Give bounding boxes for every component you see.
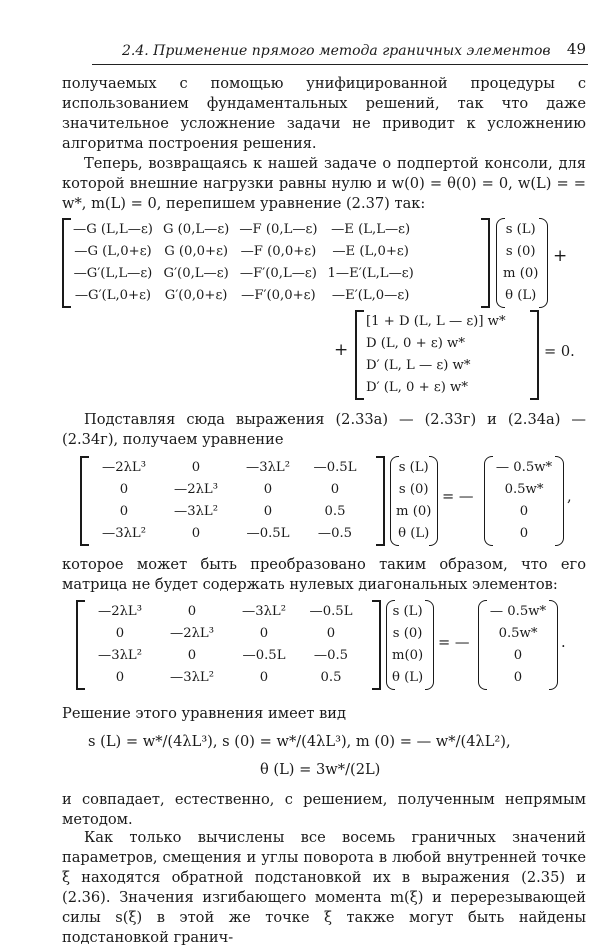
brace-left (484, 456, 493, 546)
cell: 0 (115, 625, 125, 641)
cell: s (0) (392, 625, 423, 641)
eq3-matrix (76, 600, 381, 690)
cell: m (0) (503, 265, 539, 281)
cell: — 0.5w* (489, 603, 547, 619)
cell: —0.5L (313, 459, 357, 475)
cell: 0 (119, 503, 129, 519)
eq2-matrix-table (88, 456, 366, 544)
brace-right (425, 600, 434, 690)
cell: θ (L) (398, 525, 430, 541)
eq2-vector (390, 456, 438, 546)
cell: G′(0,L—ε) (163, 265, 229, 281)
cell: 1—E′(L,L—ε) (327, 265, 414, 281)
cell: 0.5 (324, 503, 346, 519)
cell: —E′(L,0—ε) (331, 287, 410, 303)
cell: 0 (263, 503, 273, 519)
eq1-vector (496, 218, 548, 308)
brace-right (555, 456, 564, 546)
cell: —G′(L,L—ε) (73, 265, 153, 281)
paragraph-1: получаемых с помощью унифицированной процедуры с использованием фундаментальных решений, так что даже значительное усложнение задачи не приводит к усложнению алгоритма построения решения. (62, 75, 586, 152)
cell: G′(0,0+ε) (164, 287, 228, 303)
plus-sign: + (553, 246, 568, 266)
cell: [1 + D (L, L — ε)] w* (366, 313, 506, 329)
eq1-matrix (62, 218, 490, 308)
running-header (92, 40, 588, 65)
cell: 0 (191, 525, 201, 541)
paragraph-7: Как только вычислены все восемь граничных значений параметров, смещения и углы поворота в любой внутренней точке ξ находятся обратной подстановкой их в выражения (2.35) и (2.36). Значения изгибающего момента m(ξ) и перерезывающей силы s(ξ) в этой же точке ξ также могут быть найдены подстановкой гранич- (62, 829, 586, 946)
cell: —E (L,L—ε) (331, 221, 411, 237)
cell: 0 (119, 481, 129, 497)
period: . (561, 634, 566, 651)
cell: —E (L,0+ε) (332, 243, 409, 259)
plus-sign-2: + (334, 340, 349, 360)
brace-left (478, 600, 487, 690)
eq2-rhs-vector (484, 456, 564, 546)
cell: 0.5w* (498, 625, 538, 641)
cell: —3λL² (242, 603, 286, 619)
cell: D′ (L, L — ε) w* (366, 357, 471, 373)
cell: D′ (L, 0 + ε) w* (366, 379, 468, 395)
cell: 0 (263, 481, 273, 497)
cell: s (0) (398, 481, 429, 497)
cell: —3λL² (174, 503, 218, 519)
eq1-rhs-vector (355, 310, 539, 400)
eq1-rhs-table (361, 310, 511, 398)
brace-right (429, 456, 438, 546)
cell: —G (L,L—ε) (73, 221, 153, 237)
paragraph-5: Решение этого уравнения имеет вид (62, 705, 346, 722)
cell: —G (L,0+ε) (74, 243, 152, 259)
bracket-right (481, 218, 490, 308)
cell: 0.5w* (504, 481, 544, 497)
cell: —3λL² (102, 525, 146, 541)
paragraph-6: и совпадает, естественно, с решением, полученным непрямым методом. (62, 791, 586, 828)
cell: m (0) (396, 503, 432, 519)
cell: 0 (519, 503, 529, 519)
brace-right (539, 218, 548, 308)
cell: 0.5 (320, 669, 342, 685)
brace-left (386, 600, 395, 690)
cell: —F′(0,0+ε) (241, 287, 316, 303)
cell: 0 (187, 603, 197, 619)
page-number: 49 (566, 40, 586, 58)
cell: —0.5L (309, 603, 353, 619)
equals-minus: = — (438, 634, 470, 651)
cell: s (L) (398, 459, 429, 475)
cell: —2λL³ (174, 481, 218, 497)
cell: 0 (330, 481, 340, 497)
solution-line-2: θ (L) = 3w*/(2L) (260, 761, 381, 778)
equals-zero: = 0. (544, 343, 575, 360)
eq3-rhs-vector (478, 600, 558, 690)
cell: —3λL² (246, 459, 290, 475)
cell: 0 (519, 525, 529, 541)
cell: 0 (513, 669, 523, 685)
cell: —F′(0,L—ε) (239, 265, 317, 281)
solution-line-1: s (L) = w*/(4λL³), s (0) = w*/(4λL³), m (0) = — w*/(4λL²), (88, 733, 511, 750)
cell: —0.5L (242, 647, 286, 663)
bracket-left (80, 456, 89, 546)
bracket-right (530, 310, 539, 400)
brace-left (390, 456, 399, 546)
equals-minus: = — (442, 488, 474, 505)
eq3-matrix-table (84, 600, 362, 688)
cell: 0 (259, 669, 269, 685)
cell: 0 (115, 669, 125, 685)
bracket-right (372, 600, 381, 690)
cell: s (L) (505, 221, 536, 237)
brace-left (496, 218, 505, 308)
comma: , (567, 488, 572, 505)
cell: m(0) (392, 647, 424, 663)
cell: D (L, 0 + ε) w* (366, 335, 465, 351)
cell: 0 (187, 647, 197, 663)
cell: —2λL³ (170, 625, 214, 641)
paragraph-2: Теперь, возвращаясь к нашей задаче о подпертой консоли, для которой внешние нагрузки равны нулю и w(0) = θ(0) = 0, w(L) = = w*, m(L) = 0, перепишем уравнение (2.37) так: (62, 155, 586, 212)
bracket-left (76, 600, 85, 690)
cell: —0.5 (317, 525, 353, 541)
cell: s (0) (505, 243, 536, 259)
eq2-matrix (80, 456, 385, 546)
cell: s (L) (392, 603, 423, 619)
bracket-left (62, 218, 71, 308)
eq2-rhs-table (488, 456, 560, 544)
bracket-left (355, 310, 364, 400)
header-title: 2.4. Применение прямого метода граничных элементов (122, 43, 551, 59)
cell: —3λL² (170, 669, 214, 685)
cell: —2λL³ (102, 459, 146, 475)
cell: 0 (513, 647, 523, 663)
cell: 0 (259, 625, 269, 641)
cell: —0.5L (246, 525, 290, 541)
brace-right (549, 600, 558, 690)
eq3-rhs-table (482, 600, 554, 688)
cell: 0 (326, 625, 336, 641)
paragraph-4: которое может быть преобразовано таким образом, что его матрица не будет содержать нулевых диагональных элементов: (62, 556, 586, 593)
cell: G (0,0+ε) (164, 243, 229, 259)
eq3-vector (386, 600, 434, 690)
paragraph-3: Подставляя сюда выражения (2.33а) — (2.33г) и (2.34а) — (2.34г), получаем уравнение (62, 411, 586, 448)
cell: —G′(L,0+ε) (74, 287, 152, 303)
cell: —0.5 (313, 647, 349, 663)
cell: 0 (191, 459, 201, 475)
cell: θ (L) (392, 669, 424, 685)
cell: θ (L) (505, 287, 537, 303)
bracket-right (376, 456, 385, 546)
cell: —2λL³ (98, 603, 142, 619)
cell: —F (0,L—ε) (239, 221, 318, 237)
cell: —3λL² (98, 647, 142, 663)
cell: — 0.5w* (495, 459, 553, 475)
cell: —F (0,0+ε) (240, 243, 317, 259)
eq1-matrix-table (68, 218, 419, 306)
cell: G (0,L—ε) (162, 221, 230, 237)
